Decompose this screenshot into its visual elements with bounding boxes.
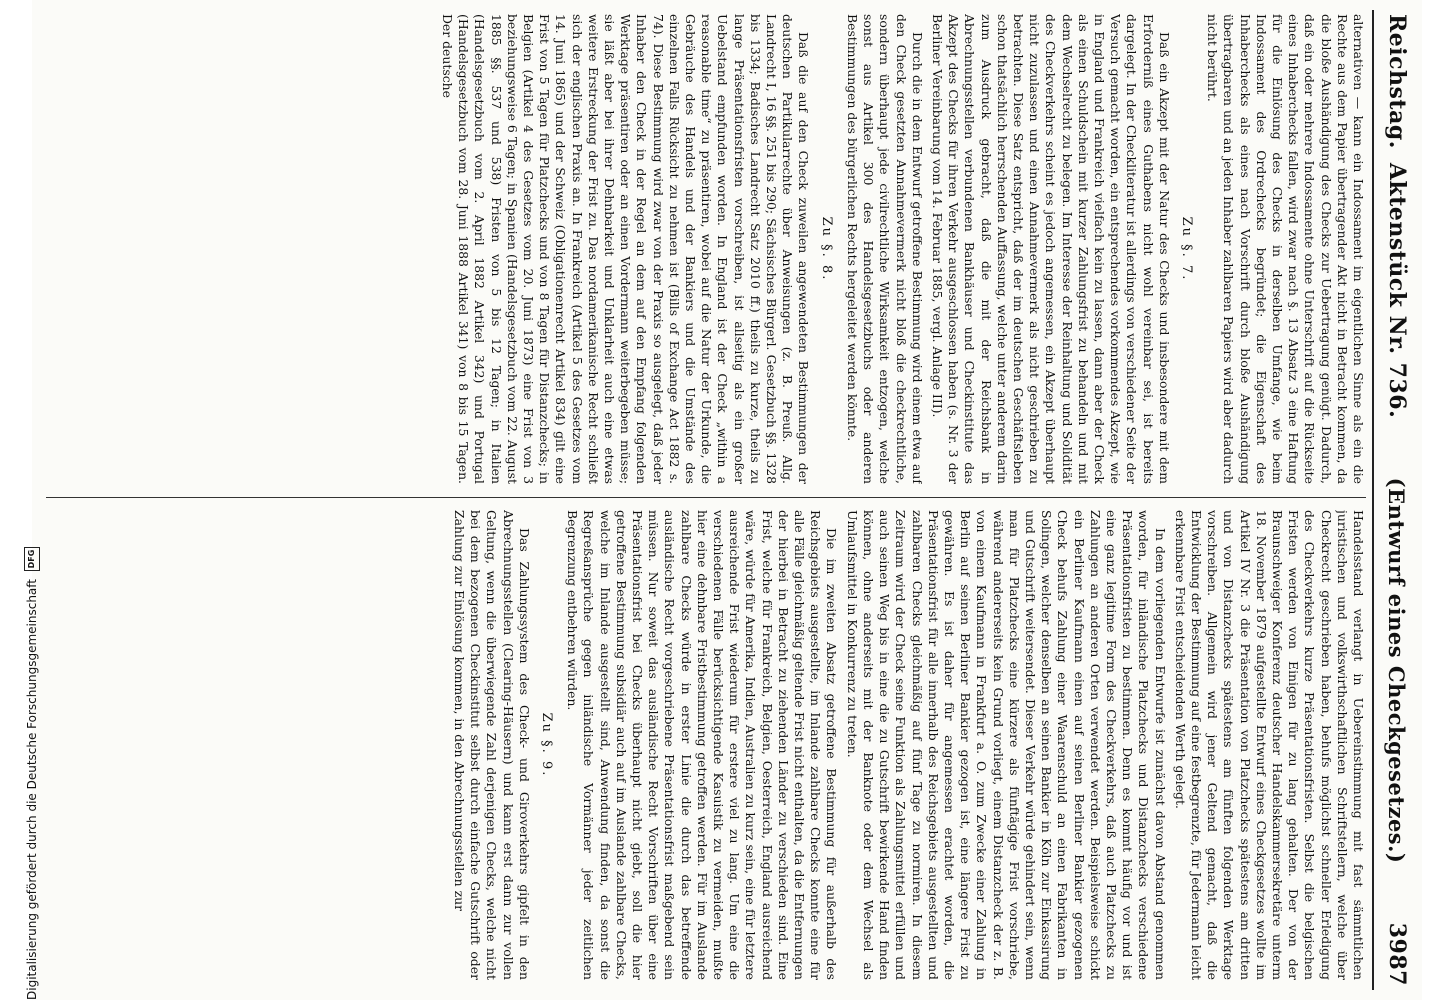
digitization-credit (18, 0, 46, 1000)
header-title: Reichstag. (1384, 14, 1410, 149)
credit-text: Digitalisierung gefördert durch die Deutsche Forschungsgemeinschaft (25, 578, 39, 1000)
scanned-page (32, 0, 1422, 1000)
section-heading: Zu §. 8. (818, 216, 834, 282)
left-column (46, 14, 1366, 484)
header-left (1384, 14, 1410, 418)
dfg-logo: DFG (24, 547, 40, 571)
header-subtitle: (Entwurf eines Checkgesetzes.) (1384, 477, 1410, 864)
paragraph: Handelsstand verlangt in Uebereinstimmung mit fast sämmtlichen juristischen und volkswirthschaftlichen Schriftstellern, welche über Checkrecht geschrieben haben, behufs möglichst schneller Erledigung des Checkverkehrs kurze Präsentationsfristen. Selbst die belgischen Fristen werden von Einigen für zu lang gehalten. Der von der Braunschweiger Konferenz deutscher Handelskammersekretäre unterm 18. November 1879 aufgestellte Entwurf eines Checkgesetzes wollte im Artikel IV Nr. 3 die Präsentation von Platzchecks spätestens am dritten und von Distanzchecks spätestens am fünften folgenden Werktage vorschreiben. Allgemein wird jener Geltend gemacht, daß die Entwicklung der Bestimmung auf eine festbegrenzte, für Jedermann leicht erkennbare Frist entscheidenden Werth gelegt. (1172, 510, 1366, 980)
page-header (1380, 14, 1414, 986)
right-column (46, 510, 1366, 980)
header-center (1385, 478, 1410, 864)
paragraph: In dem vorliegenden Entwurfe ist zunächst davon Abstand genommen worden, für inländische Platzchecks und Distanzchecks verschiedene Präsentationsfristen zu bestimmen. Denn es kommt häufig vor und ist eine ganz legitime Form des Checkverkehrs, daß auch Platzchecks zu Zahlungen an anderen Orten verwendet werden. Beispielsweise schickt ein Berliner Kaufmann einen auf seinen Berliner Bankier gezogenen Check behufs Zahlung einer Waarenschuld an einen Fabrikanten in Solingen, welcher denselben an seinen Bankier in Köln zur Einkassirung und Gutschrift weitersendet. Dieser Verkehr würde gehindert sein, wenn man für Platzchecks eine kürzere als fünftägige Frist vorschriebe, während andererseits kein Grund vorliegt, einem Distanzcheck der z. B. von einem Kaufmann in Frankfurt a. O. zum Zwecke einer Zahlung in Berlin auf seinen Berliner Bankier gezogen ist, eine längere Frist zu gewähren. Es ist daher für angemessen erachtet worden, die Präsentationsfrist für alle innerhalb des Reichsgebiets ausgestellten und zahlbaren Checks gleichmäßig auf fünf Tage zu normiren. In diesem Zeitraum wird der Check seine Funktion als Zahlungsmittel erfüllen und auch seinen Weg bis in eine die zu Gutschrift bewirkende Hand finden können, ohne anderseits mit der Banknote oder dem Wechsel als Umlaufsmittel in Konkurrenz zu treten. (844, 510, 1168, 980)
paragraph: Daß die auf den Check zuweilen angewendeten Bestimmungen der deutschen Partikularrechte über Anweisungen (z. B. Preuß. Allg. Landrecht I, 16 §§. 251 bis 290; Sächsisches Bürgerl. Gesetzbuch §§. 1328 bis 1334; Badisches Landrecht Satz 2010 ff.) theils zu kurze, theils zu lange Präsentationsfristen vorschreiben, ist allseitig als ein großer Uebelstand empfunden worden. In England ist der Check „within a reasonable time“ zu präsentiren, wobei auf die Natur der Urkunde, die Gebräuche des Handels und der Bankiers und die Umstände des einzelnen Falls Rücksicht zu nehmen ist (Bills of Exchange Act 1882 s. 74). Diese Bestimmung wird zwar von der Praxis so ausgelegt, daß jeder Inhaber den Check in der Regel an dem auf den Empfang folgenden Werktage präsentiren oder an einen Vordermann weiterbegeben müsse; sie läßt aber bei ihrer Dehnbarkeit und Unklarheit auch eine etwas weitere Erstreckung der Frist zu. Das nordamerikanische Recht schließt sich der englischen Praxis an. In Frankreich (Artikel 5 des Gesetzes vom 14. Juni 1865) und der Schweiz (Obligationenrecht Artikel 834) gilt eine Frist von 5 Tagen für Platzchecks und von 8 Tagen für Distanzchecks; in Belgien (Artikel 4 des Gesetzes vom 20. Juni 1873) eine Frist von 3 beziehungsweise 6 Tagen; in Spanien (Handelsgesetzbuch vom 22. August 1885 §§. 537 und 538) Fristen von 5 bis 12 Tagen; in Italien (Handelsgesetzbuch vom 2. April 1882 Artikel 342) und Portugal (Handelsgesetzbuch vom 28. Juni 1888 Artikel 341) von 8 bis 15 Tagen. Der deutsche (440, 14, 812, 484)
paragraph: Durch die in dem Entwurf getroffene Bestimmung wird einem etwa auf den Check gesetzten Annahmevermerk nicht bloß die checkrechtliche, sondern überhaupt jede civilrechtliche Wirksamkeit entzogen, welche sonst aus Artikel 300 des Handelsgesetzbuchs oder anderen Bestimmungen des bürgerlichen Rechts hergeleitet werden könnte. (844, 14, 925, 484)
paragraph: Die im zweiten Absatz getroffene Bestimmung für außerhalb des Reichsgebiets ausgestellte, im Inlande zahlbare Checks konnte eine für alle Fälle gleichmäßig geltende Frist nicht enthalten, da die Entfernungen der hierbei in Betracht zu ziehenden Länder zu verschieden sind. Eine Frist, welche für Frankreich, Belgien, Oesterreich, England ausreichend wäre, würde für Amerika, Indien, Australien zu kurz sein, eine für letztere ausreichende Frist wiederum für erstere viel zu lang. Um eine die verschiedenen Fälle berücksichtigende Kasuistik zu vermeiden, mußte hier eine dehnbare Fristbestimmung getroffen werden. Für im Auslande zahlbare Checks würde in erster Linie die durch das betreffende ausländische Recht vorgeschriebene Präsentationsfrist maßgebend sein müssen. Nur soweit das ausländische Recht Vorschriften über eine Präsentationsfrist bei Checks überhaupt nicht giebt, soll die hier getroffene Bestimmung subsidiär auch auf im Auslande zahlbare Checks, welche im Inlande ausgestellt sind, Anwendung finden, da sonst die Regreßansprüche gegen inländische Vormänner jeder zeitlichen Begrenzung entbehren würden. (565, 510, 840, 980)
header-document-number: Aktenstück Nr. 736. (1384, 162, 1410, 419)
page-number: 3987 (1384, 922, 1410, 986)
paragraph: alternativen — kann ein Indossament im eigentlichen Sinne als ein die Rechte aus dem Papier übertragender Akt nicht in Betracht kommen, da die bloße Aushändigung des Checks zur Uebertragung genügt. Dadurch, daß ein oder mehrere Indossamente ohne Unterschrift auf die Rückseite eines Inhaberchecks fallen, wird zwar nach §. 13 Absatz 3 eine Haftung für die Einlösung des Checks in derselben Umfange, wie beim Indossament des Ordrechecks begründet; die Eigenschaft des Inhaberchecks als eines nach Vorschrift durch bloße Aushändigung übertragbaren und an jeden Inhaber zahlbaren Papiers wird aber dadurch nicht berührt. (1205, 14, 1366, 484)
header-rule (1372, 10, 1374, 990)
paragraph: Daß ein Akzept mit der Natur des Checks und insbesondere mit dem Erforderniß eines Guthabens nicht wohl vereinbar sei, ist bereits dargelegt. In der Checkliteratur ist allerdings von verschiedener Seite der Versuch gemacht worden, ein entsprechendes vorkommendes Akzept, wie in England und Frankreich vielfach kein zu lassen, dann aber der Check als einen Schuldschein mit kurzer Zahlungsfrist zu behandeln und mit dem Wechselrecht zu belegen. Im Interesse der Reinhaltung und Solidität des Checkverkehrs scheint es jedoch angemessen, ein Akzept überhaupt nicht zuzulassen und einen Annahmevermerk als nicht geschrieben zu betrachten. Diese Satz entspricht, daß der im deutschen Geschäftsleben schon thatsächlich herrschenden Auffassung, welche unter anderem darin zum Ausdruck gebracht, daß die mit der Reichsbank in Abrechnungsstellen verbundenen Bankhäuser und Checkinstitute das Akzept des Checks für ihren Verkehr ausgeschlossen haben (s. Nr. 3 der Berliner Vereinbarung vom 14. Februar 1885, vergl. Anlage III). (929, 14, 1172, 484)
column-divider (46, 497, 1366, 498)
paragraph: Das Zahlungssystem des Check- und Giroverkehrs gipfelt in den Abrechnungsstellen (Clearing-Häusern) und kann erst dann zur vollen Geltung, wenn die überwiegende Zahl derjenigen Checks, welche nicht bei dem bezogenen Checkinstitut selbst durch einfache Gutschrift oder Zahlung zur Einlösung kommen, in den Abrechnungsstellen zur (452, 510, 532, 980)
section-heading: Zu §. 9. (539, 712, 555, 778)
section-heading: Zu §. 7. (1178, 216, 1194, 282)
